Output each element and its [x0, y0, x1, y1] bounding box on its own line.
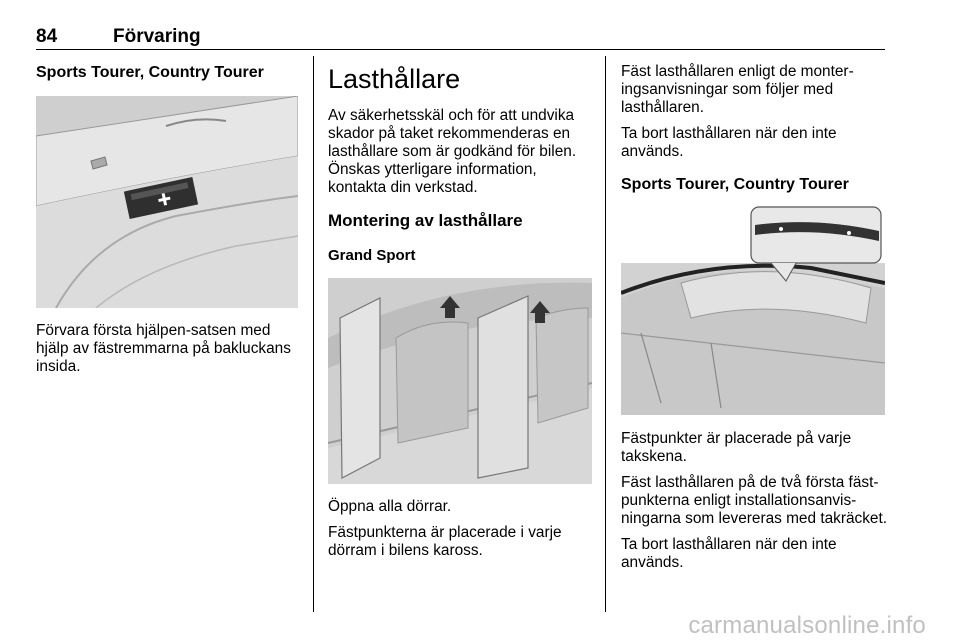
tailgate-first-aid-illustration: [36, 96, 298, 308]
section-heading-lasthallare: Lasthållare: [328, 64, 461, 94]
open-doors-illustration: [328, 278, 592, 484]
column-2: [328, 63, 596, 265]
roof-rail-illustration: [621, 203, 885, 415]
col3-para-install: Fäst lasthållaren enligt de monteringsanvisningar som följer med lasthållaren.: [621, 63, 854, 116]
step-open-doors: Öppna alla dörrar.: [328, 498, 452, 515]
column-divider-1: [313, 56, 314, 612]
col3-para-remove-2: Ta bort lasthållaren när den inte används.: [621, 536, 837, 571]
step-fixing-points: Fästpunkterna är placerade i varje dörram i bilens kaross.: [328, 524, 562, 559]
col2-intro: Av säkerhetsskäl och för att undvika skador på taket rekommenderas en lasthållare som är godkänd för bilen. Önskas ytterligare information, kontakta din verkstad.: [328, 107, 577, 196]
section-title: Förvaring: [113, 26, 201, 47]
col1-caption: Förvara första hjälpen-satsen med hjälp av fästremmarna på bakluckans insida.: [36, 322, 291, 375]
column-3-text: [621, 430, 889, 580]
column-2-steps: [328, 498, 596, 568]
col3-para-remove: Ta bort lasthållaren när den inte används.: [621, 125, 837, 160]
column-divider-2: [605, 56, 606, 612]
watermark: carmanualsonline.info: [688, 612, 926, 639]
column-1: [36, 63, 304, 82]
col1-heading: Sports Tourer, Country Tourer: [36, 64, 264, 81]
column-3: [621, 63, 887, 194]
header-rule: [36, 49, 885, 50]
page-number: 84: [36, 26, 58, 47]
mounting-heading: Montering av lasthållare: [328, 211, 523, 230]
col3-para-points: Fästpunkter är placerade på varje takskena.: [621, 430, 852, 465]
model-label: Grand Sport: [328, 247, 416, 264]
column-1-caption-block: [36, 322, 306, 384]
col3-para-fasten: Fäst lasthållaren på de två första fästpunkterna enligt installationsanvisningarna som levereras med takräcket.: [621, 474, 888, 527]
col3-heading: Sports Tourer, Country Tourer: [621, 176, 849, 193]
